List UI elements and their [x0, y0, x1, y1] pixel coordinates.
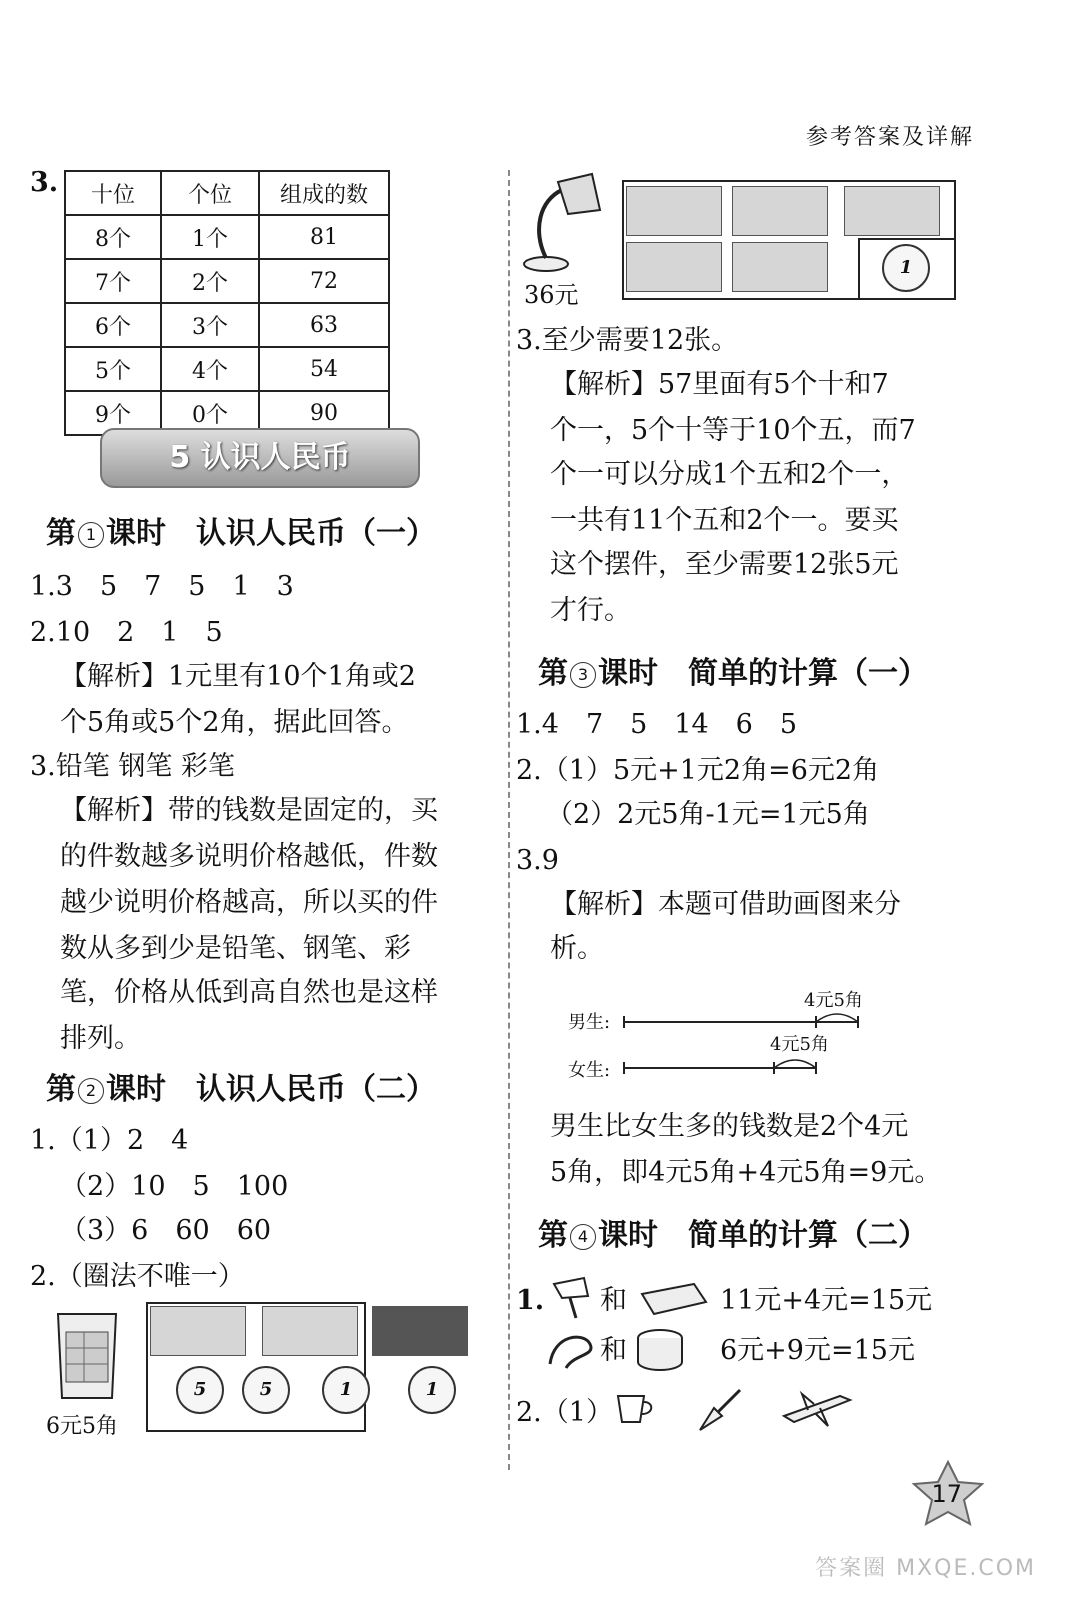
scarf-icon: [544, 1324, 600, 1374]
bill-note: [372, 1306, 468, 1356]
l4-answer-2: 2.（1）: [516, 1397, 613, 1428]
l4-equation-1: 11元+4元=15元: [720, 1285, 933, 1316]
lesson-name: 课时 认识人民币（二）: [106, 1072, 436, 1107]
table-cell: 0个: [161, 391, 259, 435]
lesson-name: 课时 认识人民币（一）: [106, 516, 436, 551]
bill-20-yuan: [626, 186, 722, 236]
l4-answer-1-label: 1.: [516, 1285, 545, 1316]
page-number: 17: [931, 1480, 962, 1508]
table-header-cell: 组成的数: [259, 171, 389, 215]
table-cell: 9个: [65, 391, 161, 435]
lesson-number: 4: [570, 1224, 596, 1250]
table-cell: 81: [259, 215, 389, 259]
watermark: 答案圈 MXQE.COM: [815, 1556, 1036, 1581]
and-label: 和: [600, 1335, 627, 1366]
lamp-price: 36元: [524, 281, 579, 309]
r-answer-3: 3.至少需要12张。: [516, 325, 739, 356]
table-cell: 90: [259, 391, 389, 435]
coin-5-jiao: 5: [176, 1366, 224, 1414]
l2-answer-1-3: （3）6 60 60: [60, 1215, 272, 1246]
table-header-cell: 个位: [161, 171, 259, 215]
place-value-table: [64, 170, 390, 436]
table-cell: 7个: [65, 259, 161, 303]
lesson-4-title: [538, 1210, 928, 1254]
table-header-row: [65, 171, 389, 215]
bill-5-yuan: [150, 1306, 246, 1356]
coin-1-jiao: 1: [408, 1366, 456, 1414]
comparison-line-diagram: [620, 1000, 870, 1080]
table-cell: 4个: [161, 347, 259, 391]
l3-answer-2-1: 2.（1）5元+1元2角=6元2角: [516, 755, 880, 786]
l1-answer-2-note: 【解析】1元里有10个1角或2: [60, 661, 416, 692]
coin-5-jiao: 5: [242, 1366, 290, 1414]
lesson-prefix: 第: [46, 516, 76, 551]
bill-5-yuan: [844, 186, 940, 236]
bill-5-yuan: [626, 242, 722, 292]
l3-answer-3: 3.9: [516, 845, 559, 876]
lesson-name: 课时 简单的计算（二）: [598, 1218, 928, 1253]
bill-5-yuan: [732, 242, 828, 292]
cup-icon: [614, 1392, 656, 1428]
table-cell: 6个: [65, 303, 161, 347]
table-cell: 2个: [161, 259, 259, 303]
lesson-prefix: 第: [538, 656, 568, 691]
table-cell: 5个: [65, 347, 161, 391]
l3-conclusion: 5角，即4元5角+4元5角=9元。: [550, 1157, 942, 1188]
lesson-prefix: 第: [538, 1218, 568, 1253]
l1-answer-3-note: 笔，价格从低到高自然也是这样: [60, 977, 438, 1008]
r-answer-3-note: 这个摆件，至少需要12张5元: [550, 549, 899, 580]
table-row: [65, 347, 389, 391]
l2-answer-1-1: 1.（1）2 4: [30, 1125, 189, 1156]
lesson-number: 3: [570, 662, 596, 688]
table-cell: 63: [259, 303, 389, 347]
lesson-1-title: [46, 508, 436, 552]
diagram-girls-extra: 4元5角: [770, 1034, 829, 1055]
l1-answer-3-note: 【解析】带的钱数是固定的，买: [60, 795, 438, 826]
l4-equation-2: 6元+9元=15元: [720, 1335, 915, 1366]
r-answer-3-note: 个一，5个十等于10个五，而7: [550, 415, 916, 446]
tape-roll-icon: [632, 1326, 688, 1374]
coin-1-yuan: 1: [882, 244, 930, 292]
lesson-number: 2: [78, 1078, 104, 1104]
l1-answer-3: 3.铅笔 钢笔 彩笔: [30, 751, 235, 782]
bill-10-yuan: [732, 186, 828, 236]
column-divider: [508, 170, 510, 1470]
l1-answer-2-note: 个5角或5个2角，据此回答。: [60, 707, 409, 738]
diagram-boys-label: 男生:: [568, 1012, 611, 1033]
l1-answer-3-note: 数从多到少是铅笔、钢笔、彩: [60, 933, 411, 964]
lesson-3-title: [538, 648, 928, 692]
l3-answer-3-note: 【解析】本题可借助画图来分: [550, 889, 901, 920]
table-cell: 3个: [161, 303, 259, 347]
table-row: [65, 215, 389, 259]
l1-answer-3-note: 的件数越多说明价格越低，件数: [60, 841, 438, 872]
desk-lamp-icon: [522, 170, 604, 274]
l3-answer-2-2: （2）2元5角-1元=1元5角: [546, 799, 870, 830]
unit-banner: 5 认识人民币: [100, 428, 420, 488]
airplane-icon: [780, 1386, 854, 1430]
table-row: [65, 259, 389, 303]
question-3-label: 3.: [30, 167, 59, 198]
bill-1-yuan: [262, 1306, 358, 1356]
and-label: 和: [600, 1285, 627, 1316]
l2-answer-1-2: （2）10 5 100: [60, 1171, 289, 1202]
lesson-name: 课时 简单的计算（一）: [598, 656, 928, 691]
l3-answer-3-note: 析。: [550, 933, 604, 964]
pencil-case-icon: [638, 1280, 710, 1320]
l3-answer-1: 1.4 7 5 14 6 5: [516, 709, 798, 740]
table-cell: 54: [259, 347, 389, 391]
snack-bag-icon: [50, 1308, 124, 1404]
diagram-girls-label: 女生:: [568, 1060, 611, 1081]
l1-answer-1: 1.3 5 7 5 1 3: [30, 571, 294, 602]
lesson-2-title: [46, 1064, 436, 1108]
table-header-cell: 十位: [65, 171, 161, 215]
lesson-prefix: 第: [46, 1072, 76, 1107]
snack-price: 6元5角: [46, 1414, 118, 1439]
r-answer-3-note: 一共有11个五和2个一。要买: [550, 505, 899, 536]
l1-answer-2: 2.10 2 1 5: [30, 617, 223, 648]
table-cell: 1个: [161, 215, 259, 259]
hair-dryer-icon: [548, 1272, 598, 1322]
coin-1-jiao: 1: [322, 1366, 370, 1414]
l3-conclusion: 男生比女生多的钱数是2个4元: [550, 1111, 909, 1142]
r-answer-3-note: 才行。: [550, 595, 631, 626]
l2-answer-2: 2.（圈法不唯一）: [30, 1261, 245, 1292]
r-answer-3-note: 【解析】57里面有5个十和7: [550, 369, 889, 400]
trowel-icon: [692, 1386, 744, 1434]
table-cell: 72: [259, 259, 389, 303]
l1-answer-3-note: 排列。: [60, 1023, 141, 1054]
page-header: 参考答案及详解: [805, 125, 974, 150]
table-cell: 8个: [65, 215, 161, 259]
table-row: [65, 303, 389, 347]
l1-answer-3-note: 越少说明价格越高，所以买的件: [60, 887, 438, 918]
lesson-number: 1: [78, 522, 104, 548]
r-answer-3-note: 个一可以分成1个五和2个一，: [550, 459, 909, 490]
diagram-boys-extra: 4元5角: [804, 990, 863, 1011]
